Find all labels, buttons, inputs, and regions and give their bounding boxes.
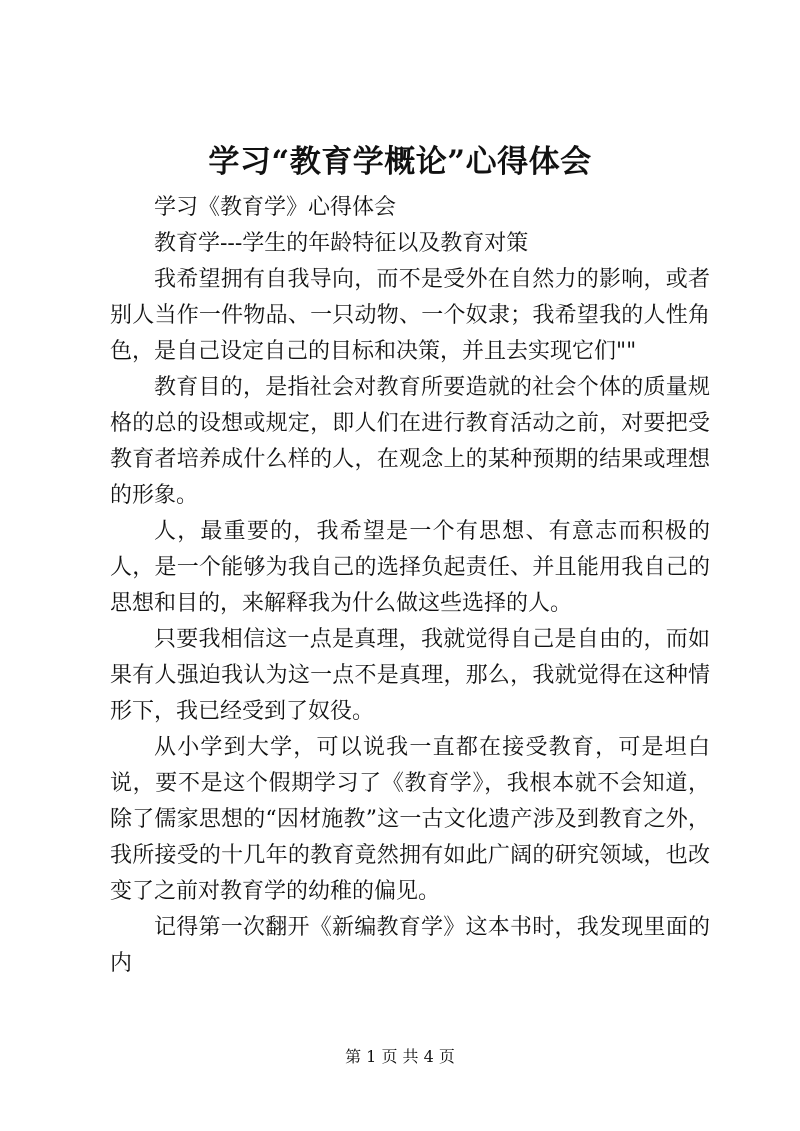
paragraph-truth-freedom: 只要我相信这一点是真理，我就觉得自己是自由的，而如果有人强迫我认为这一点不是真理，那么，我就觉得在这种情形下，我已经受到了奴役。 xyxy=(110,627,710,724)
paragraph-topic: 教育学---学生的年龄特征以及教育对策 xyxy=(154,231,529,256)
document-body xyxy=(110,190,710,982)
paragraph-person: 人，最重要的，我希望是一个有思想、有意志而积极的人，是一个能够为我自己的选择负起责任、并且能用我自己的思想和目的，来解释我为什么做这些选择的人。 xyxy=(110,519,710,616)
paragraph-subtitle: 学习《教育学》心得体会 xyxy=(154,195,397,220)
paragraph-first-reading: 记得第一次翻开《新编教育学》这本书时，我发现里面的内 xyxy=(110,915,710,976)
paragraph-learning-experience: 从小学到大学，可以说我一直都在接受教育，可是坦白说，要不是这个假期学习了《教育学》，我根本就不会知道，除了儒家思想的“因材施教”这一古文化遗产涉及到教育之外，我所接受的十几年的教育竟然拥有如此广阔的研究领域，也改变了之前对教育学的幼稚的偏见。 xyxy=(110,735,710,904)
paragraph-education-purpose: 教育目的，是指社会对教育所要造就的社会个体的质量规格的总的设想或规定，即人们在进行教育活动之前，对要把受教育者培养成什么样的人，在观念上的某种预期的结果或理想的形象。 xyxy=(110,375,710,508)
paragraph-self-direction: 我希望拥有自我导向，而不是受外在自然力的影响，或者别人当作一件物品、一只动物、一个奴隶；我希望我的人性角色，是自己设定自己的目标和决策，并且去实现它们"" xyxy=(110,267,710,364)
document-title: 学习“教育学概论”心得体会 xyxy=(208,144,592,180)
page-footer: 第 1 页 共 4 页 xyxy=(345,1047,455,1066)
